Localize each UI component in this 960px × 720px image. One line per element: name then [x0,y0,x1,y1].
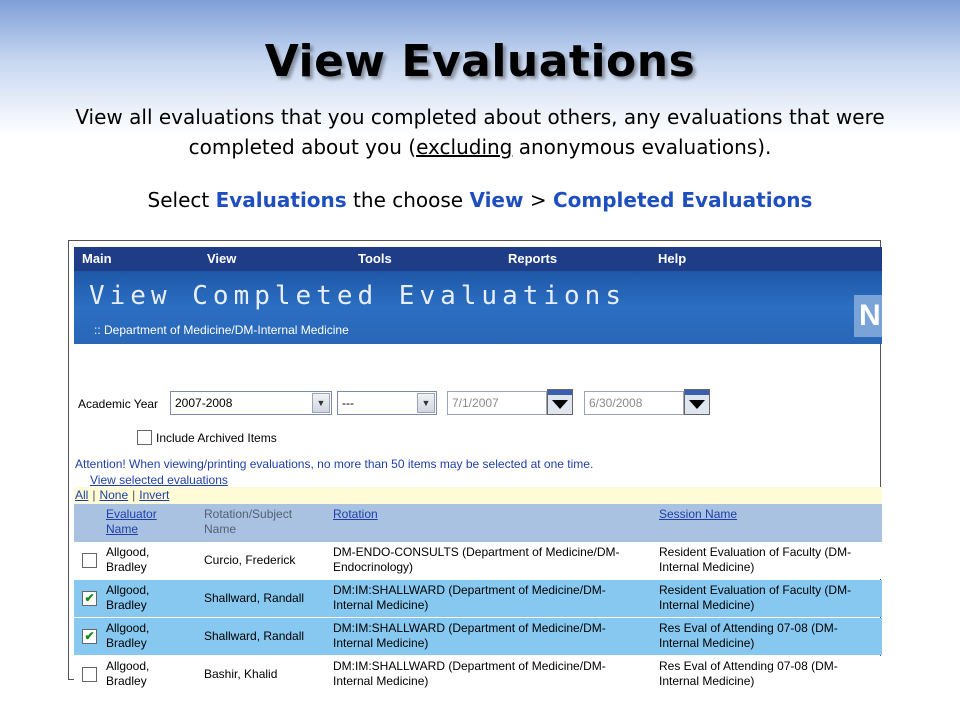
evaluator-cell [106,659,149,689]
start-date-value: 7/1/2007 [452,396,499,410]
page-title: View Completed Evaluations [89,281,626,311]
attention-notice: Attention! When viewing/printing evaluations, no more than 50 items may be selected at one time. [75,457,594,471]
calendar-icon[interactable] [684,389,710,415]
calendar-header [685,390,709,395]
evaluator-cell-line1: Allgood, [106,621,150,635]
session-cell-line2: Internal Medicine) [659,636,755,650]
rotation-cell-line2: Internal Medicine) [333,598,429,612]
col-evaluator-name[interactable] [106,507,157,537]
evaluator-cell [106,621,149,651]
table-row[interactable] [74,656,882,693]
start-date-field[interactable] [447,391,547,415]
session-cell-line2: Internal Medicine) [659,560,755,574]
menu-bar [74,247,882,271]
instr-view: View [469,188,524,212]
rotation-cell [333,621,606,651]
evaluator-cell-line2: Bradley [106,598,147,612]
period-select[interactable] [337,391,437,415]
session-cell [659,621,838,651]
menu-view[interactable]: View [207,251,237,266]
select-all-link[interactable]: All [75,488,89,502]
evaluator-cell-line2: Bradley [106,560,147,574]
selection-bar [74,487,882,504]
instr-completed: Completed Evaluations [552,188,813,212]
instr-select: Select [147,188,216,212]
select-invert-link[interactable]: Invert [139,488,170,502]
academic-year-label: Academic Year [78,397,159,411]
row-checkbox[interactable]: ✔ [82,591,97,606]
rotation-cell-line1: DM:IM:SHALLWARD (Department of Medicine/DM- [333,621,606,635]
col-subject-name [204,507,292,537]
subject-cell: Bashir, Khalid [204,667,278,681]
academic-year-value: 2007-2008 [175,396,233,410]
select-none-link[interactable]: None [99,488,129,502]
intro-text-part1: View all evaluations that you completed about others, any evaluations that were completed about you ( [75,105,885,159]
breadcrumb: :: Department of Medicine/DM-Internal Medicine [94,323,349,337]
evaluator-cell-line1: Allgood, [106,659,150,673]
session-cell-line1: Resident Evaluation of Faculty (DM- [659,583,852,597]
rotation-cell-line1: DM:IM:SHALLWARD (Department of Medicine/DM- [333,659,606,673]
session-cell [659,583,851,613]
evaluator-cell-line2: Bradley [106,636,147,650]
instr-then: the choose [346,188,470,212]
calendar-icon[interactable] [547,389,573,415]
instr-arrow: > [523,188,553,212]
table-row[interactable] [74,618,882,655]
app-screenshot [68,240,881,688]
evaluator-cell [106,583,149,613]
evaluator-cell [106,545,149,575]
rotation-cell-line2: Internal Medicine) [333,636,429,650]
chevron-down-icon[interactable]: ▼ [312,393,330,413]
row-checkbox[interactable] [82,667,97,682]
intro-text-part2: anonymous evaluations). [512,135,772,159]
view-selected-link[interactable]: View selected evaluations [90,473,228,487]
col-subject-line1: Rotation/Subject [204,507,293,521]
slide-title: View Evaluations [264,36,696,87]
rotation-cell-line2: Internal Medicine) [333,674,429,688]
session-cell-line2: Internal Medicine) [659,598,755,612]
end-date-value: 6/30/2008 [589,396,643,410]
rotation-cell [333,583,606,613]
main-content [74,344,882,688]
menu-help[interactable]: Help [658,251,687,266]
calendar-arrow [552,400,568,409]
menu-main[interactable]: Main [82,251,112,266]
col-evaluator-line1: Evaluator [106,507,157,521]
row-checkbox[interactable] [82,553,97,568]
col-subject-line2: Name [204,522,237,536]
intro-text [40,102,920,162]
separator: | [92,488,96,502]
calendar-header [548,390,572,395]
evaluator-cell-line2: Bradley [106,674,147,688]
col-evaluator-line2: Name [106,522,139,536]
session-cell-line2: Internal Medicine) [659,674,755,688]
col-rotation[interactable]: Rotation [333,507,378,521]
rotation-cell-line1: DM:IM:SHALLWARD (Department of Medicine/DM- [333,583,606,597]
session-cell [659,545,851,575]
rotation-cell [333,545,620,575]
row-checkbox[interactable]: ✔ [82,629,97,644]
include-archived-checkbox[interactable] [137,430,152,445]
calendar-arrow [689,400,705,409]
end-date-field[interactable] [584,391,684,415]
col-session-name[interactable]: Session Name [659,507,738,521]
menu-reports[interactable]: Reports [508,251,558,266]
session-cell-line1: Res Eval of Attending 07-08 (DM- [659,659,838,673]
instr-evaluations: Evaluations [215,188,347,212]
period-value: --- [342,396,354,410]
academic-year-select[interactable] [170,391,332,415]
evaluator-cell-line1: Allgood, [106,583,150,597]
subject-cell: Shallward, Randall [204,591,305,605]
subject-cell: Curcio, Frederick [204,553,296,567]
table-header [74,504,882,542]
separator: | [132,488,136,502]
rotation-cell-line1: DM-ENDO-CONSULTS (Department of Medicine/DM- [333,545,620,559]
evaluator-cell-line1: Allgood, [106,545,150,559]
table-row[interactable] [74,580,882,617]
session-cell-line1: Resident Evaluation of Faculty (DM- [659,545,852,559]
rotation-cell-line2: Endocrinology) [333,560,414,574]
rotation-cell [333,659,606,689]
menu-tools[interactable]: Tools [358,251,392,266]
intro-text-emphasis: excluding [416,135,513,159]
include-archived-label: Include Archived Items [156,431,277,445]
page-header [74,271,882,344]
instruction-text [40,188,920,212]
table-row[interactable] [74,542,882,579]
session-cell [659,659,838,689]
session-cell-line1: Res Eval of Attending 07-08 (DM- [659,621,838,635]
subject-cell: Shallward, Randall [204,629,305,643]
logo: N [854,295,882,337]
chevron-down-icon[interactable]: ▼ [417,393,435,413]
